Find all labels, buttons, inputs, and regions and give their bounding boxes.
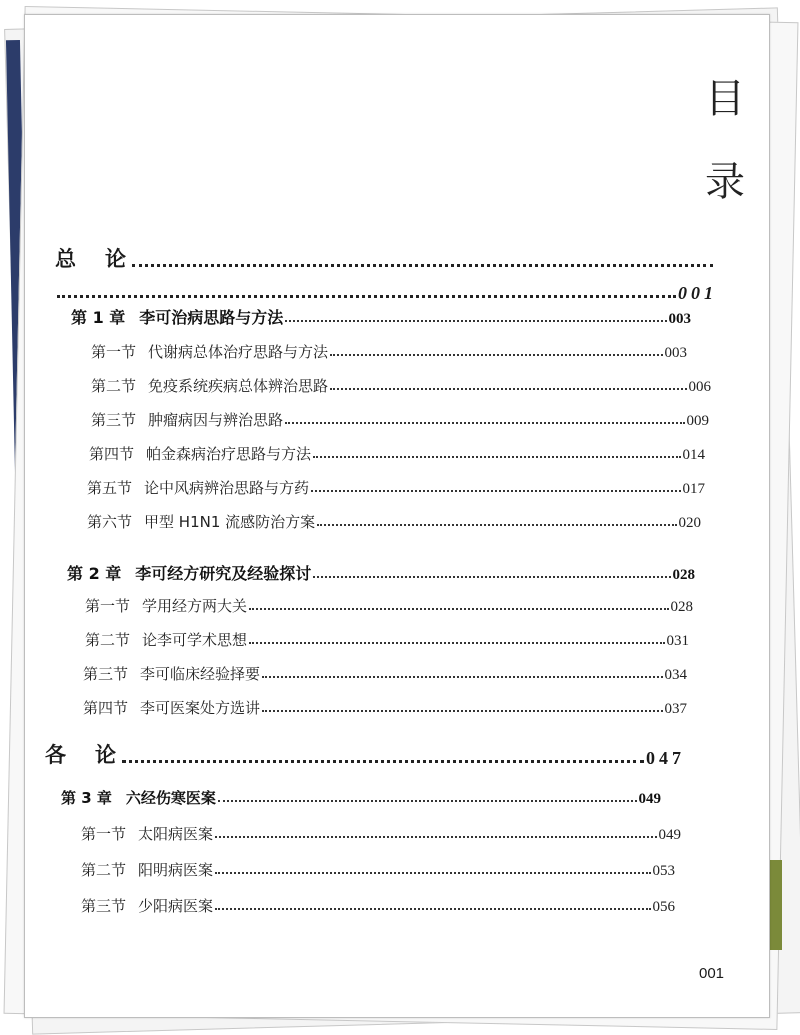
toc-chapter (71, 305, 691, 328)
dot-leader (215, 907, 650, 910)
section-number: 第三节 (91, 411, 137, 429)
section-title: 李可临床经验择要 (140, 665, 261, 683)
section-title: 太阳病医案 (138, 825, 214, 843)
dot-leader (132, 263, 713, 267)
toc-section (83, 663, 687, 684)
section-number: 第三节 (81, 897, 127, 915)
chapter-title: 六经伤寒医案 (125, 789, 216, 807)
toc-page (24, 14, 770, 1018)
toc-section (91, 375, 711, 396)
section-title: 帕金森病治疗思路与方法 (146, 445, 312, 463)
section-page: 014 (682, 447, 705, 463)
section-title: 肿瘤病因与辨治思路 (148, 411, 284, 429)
section-number: 第二节 (81, 861, 127, 879)
dot-leader (57, 294, 676, 298)
section-number: 第四节 (89, 445, 135, 463)
section-page: 020 (678, 515, 701, 531)
section-page: 037 (664, 701, 687, 717)
toc-title-char-1: 目 (705, 76, 745, 122)
chapter-title: 李可经方研究及经验探讨 (135, 564, 312, 583)
dot-leader (215, 835, 656, 838)
dot-leader (313, 575, 670, 578)
section-title: 阳明病医案 (138, 861, 214, 879)
toc-section (81, 823, 681, 844)
dot-leader (330, 387, 686, 390)
dot-leader (313, 455, 680, 458)
section-title: 代谢病总体治疗思路与方法 (148, 343, 329, 361)
dot-leader (122, 759, 644, 763)
dot-leader (317, 523, 676, 526)
chapter-number: 第 1 章 (71, 308, 126, 327)
section-page: 031 (666, 633, 689, 649)
section-page: 034 (664, 667, 687, 683)
section-number: 第六节 (87, 513, 133, 531)
dot-leader (285, 421, 684, 424)
section-page: 053 (652, 863, 675, 879)
dot-leader (249, 607, 668, 610)
section-number: 第三节 (83, 665, 129, 683)
dot-leader (262, 709, 662, 712)
section-number: 第四节 (83, 699, 129, 717)
chapter-page: 003 (668, 311, 691, 327)
toc-section (91, 409, 709, 430)
toc-section (91, 341, 687, 362)
page-number: 001 (699, 965, 725, 982)
section-number: 第一节 (85, 597, 131, 615)
section-page: 006 (688, 379, 711, 395)
toc-part (45, 739, 685, 769)
toc-part (55, 243, 715, 273)
section-title: 李可医案处方选讲 (140, 699, 261, 717)
section-title: 论李可学术思想 (142, 631, 248, 649)
part-label: 总 论 (55, 246, 130, 271)
section-page: 009 (686, 413, 709, 429)
toc-part-page-row (55, 283, 717, 304)
dot-leader (262, 675, 662, 678)
chapter-title: 李可治病思路与方法 (139, 308, 284, 327)
book-edge-accent (770, 860, 782, 950)
toc-section (81, 895, 675, 916)
toc-title-char-2: 录 (705, 159, 745, 205)
part-label: 各 论 (45, 742, 120, 767)
part-page: 047 (646, 748, 685, 768)
part-page: 001 (678, 283, 717, 303)
toc-section (81, 859, 675, 880)
section-number: 第二节 (85, 631, 131, 649)
chapter-page: 028 (672, 567, 695, 583)
section-title: 学用经方两大关 (142, 597, 248, 615)
toc-section (87, 511, 701, 532)
toc-section (87, 477, 705, 498)
toc-section (85, 595, 693, 616)
section-title: 甲型 H1N1 流感防治方案 (144, 513, 316, 531)
toc-chapter (67, 561, 695, 584)
dot-leader (249, 641, 664, 644)
section-page: 028 (670, 599, 693, 615)
section-title: 免疫系统疾病总体辨治思路 (148, 377, 329, 395)
section-number: 第一节 (91, 343, 137, 361)
section-page: 017 (682, 481, 705, 497)
section-page: 003 (664, 345, 687, 361)
dot-leader (215, 871, 650, 874)
chapter-number: 第 3 章 (61, 789, 112, 807)
toc-section (85, 629, 689, 650)
dot-leader (285, 319, 666, 322)
section-number: 第二节 (91, 377, 137, 395)
dot-leader (311, 489, 680, 492)
section-number: 第一节 (81, 825, 127, 843)
chapter-page: 049 (638, 791, 661, 807)
section-page: 056 (652, 899, 675, 915)
toc-chapter (61, 787, 661, 808)
section-page: 049 (658, 827, 681, 843)
toc-section (89, 443, 705, 464)
dot-leader (218, 799, 637, 802)
chapter-number: 第 2 章 (67, 564, 122, 583)
section-number: 第五节 (87, 479, 133, 497)
section-title: 论中风病辨治思路与方药 (144, 479, 310, 497)
dot-leader (330, 353, 662, 356)
toc-section (83, 697, 687, 718)
section-title: 少阳病医案 (138, 897, 214, 915)
